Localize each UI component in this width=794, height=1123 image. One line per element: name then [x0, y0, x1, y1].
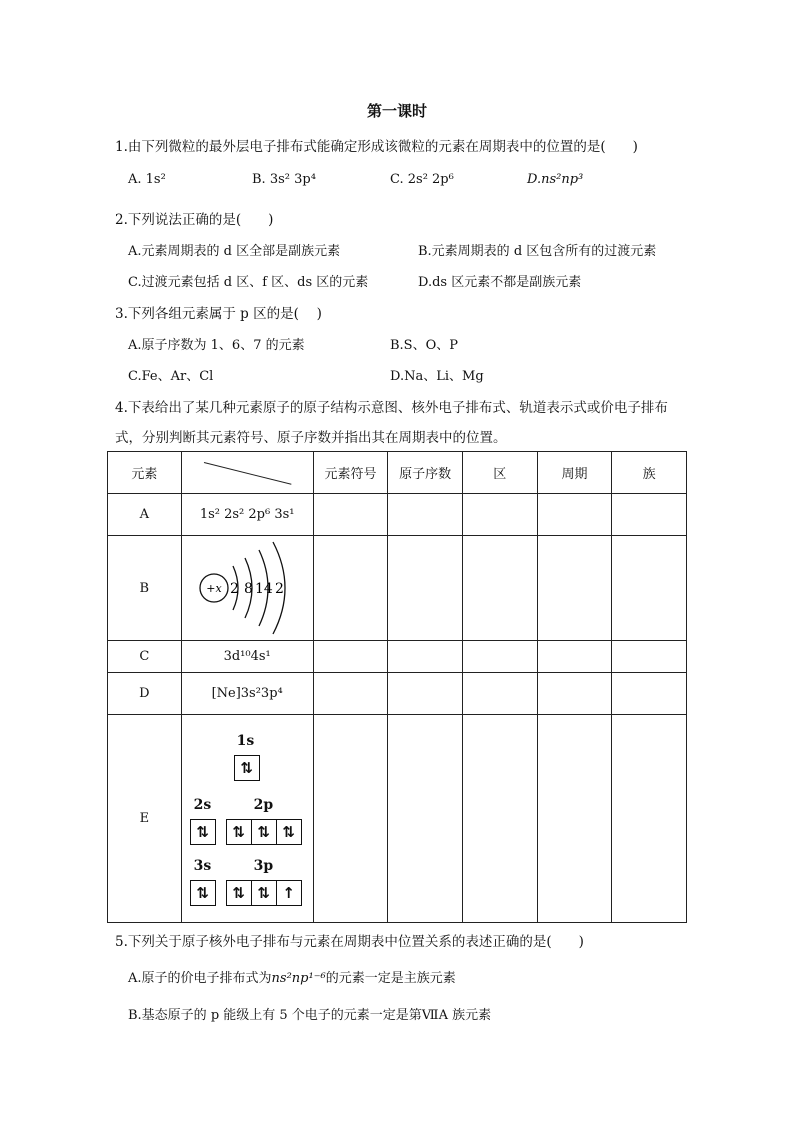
row-a-period-cell[interactable]: [537, 494, 612, 536]
orbital-1s: [234, 755, 260, 781]
question-4-stem-line2: 式，分别判断其元素符号、原子序数并指出其在周期表中的位置。: [115, 430, 507, 446]
q5-option-a: [128, 967, 456, 986]
nucleus-charge: +x: [206, 582, 222, 595]
row-a-config: 1s² 2s² 2p⁶ 3s¹: [181, 494, 313, 536]
orbital-2s-box: ⇅: [196, 823, 209, 841]
row-a-symbol-cell[interactable]: [313, 494, 388, 536]
orbital-1s-box: ⇅: [240, 759, 253, 777]
table-header-row: [108, 452, 687, 494]
q5-option-b: B.基态原子的 p 能级上有 5 个电子的元素一定是第ⅦA 族元素: [128, 1008, 492, 1023]
header-group: 族: [612, 452, 687, 494]
shell-4-electrons: 2: [275, 581, 285, 597]
row-a-block-cell[interactable]: [462, 494, 537, 536]
row-e-group-cell[interactable]: [612, 715, 687, 923]
label-1s: 1s: [236, 733, 255, 749]
row-b-group-cell[interactable]: [612, 536, 687, 641]
orbital-3s: [190, 880, 216, 906]
orbital-2s: [190, 819, 216, 845]
header-atomic-number: 原子序数: [388, 452, 463, 494]
q5-option-a-prefix: A.原子的价电子排布式为: [128, 971, 272, 986]
header-symbol: 元素符号: [313, 452, 388, 494]
orbital-diagram: [182, 715, 313, 922]
header-diagonal-cell: [181, 452, 313, 494]
row-b-symbol-cell[interactable]: [313, 536, 388, 641]
label-2s: 2s: [193, 797, 212, 813]
table-row: [108, 641, 687, 673]
row-d-symbol-cell[interactable]: [313, 673, 388, 715]
element-table: [107, 451, 687, 923]
q1-option-d: D.ns²np³: [527, 172, 584, 187]
orbital-3p-box-2: ⇅: [252, 881, 277, 905]
question-3-stem: 3.下列各组元素属于 p 区的是( ): [115, 306, 322, 322]
row-a-element: A: [108, 494, 182, 536]
row-b-number-cell[interactable]: [388, 536, 463, 641]
q1-option-c: C. 2s² 2p⁶: [390, 172, 454, 187]
shell-2-electrons: 8: [244, 581, 254, 597]
q2-option-c: C.过渡元素包括 d 区、f 区、ds 区的元素: [128, 275, 369, 290]
row-d-number-cell[interactable]: [388, 673, 463, 715]
row-b-element: B: [108, 536, 182, 641]
row-c-symbol-cell[interactable]: [313, 641, 388, 673]
q1-option-b: B. 3s² 3p⁴: [252, 172, 316, 187]
question-2-stem: 2.下列说法正确的是( ): [115, 212, 274, 228]
page-title: 第一课时: [366, 102, 427, 120]
question-4-stem-line1: 4.下表给出了某几种元素原子的原子结构示意图、核外电子排布式、轨道表示式或价电子排布: [115, 400, 668, 416]
row-d-group-cell[interactable]: [612, 673, 687, 715]
atomic-structure-diagram: [187, 536, 307, 636]
orbital-2p-box-2: ⇅: [252, 820, 277, 844]
q3-option-a: A.原子序数为 1、6、7 的元素: [128, 338, 305, 353]
table-row: [108, 494, 687, 536]
row-e-element: E: [108, 715, 182, 923]
label-2p: 2p: [253, 797, 274, 813]
shell-1-electrons: 2: [230, 581, 240, 597]
row-b-block-cell[interactable]: [462, 536, 537, 641]
orbital-3p-box-1: ⇅: [227, 881, 252, 905]
table-row: [108, 536, 687, 641]
row-c-group-cell[interactable]: [612, 641, 687, 673]
orbital-3s-box: ⇅: [196, 884, 209, 902]
label-3p: 3p: [253, 858, 274, 874]
header-block: 区: [462, 452, 537, 494]
row-c-config: 3d¹⁰4s¹: [181, 641, 313, 673]
row-e-number-cell[interactable]: [388, 715, 463, 923]
question-1-stem: 1.由下列微粒的最外层电子排布式能确定形成该微粒的元素在周期表中的位置的是( ): [115, 139, 638, 155]
question-5-stem: 5.下列关于原子核外电子排布与元素在周期表中位置关系的表述正确的是( ): [115, 934, 584, 950]
orbital-3p: [226, 880, 302, 906]
row-d-period-cell[interactable]: [537, 673, 612, 715]
q3-option-b: B.S、O、P: [390, 338, 458, 353]
table-row: [108, 715, 687, 923]
row-d-config: [Ne]3s²3p⁴: [181, 673, 313, 715]
row-c-period-cell[interactable]: [537, 641, 612, 673]
row-e-period-cell[interactable]: [537, 715, 612, 923]
row-e-block-cell[interactable]: [462, 715, 537, 923]
row-b-period-cell[interactable]: [537, 536, 612, 641]
header-period: 周期: [537, 452, 612, 494]
row-a-number-cell[interactable]: [388, 494, 463, 536]
orbital-2p-box-1: ⇅: [227, 820, 252, 844]
q2-option-a: A.元素周期表的 d 区全部是副族元素: [128, 244, 341, 259]
row-e-symbol-cell[interactable]: [313, 715, 388, 923]
row-c-number-cell[interactable]: [388, 641, 463, 673]
table-row: [108, 673, 687, 715]
shell-3-electrons: 14: [255, 581, 273, 597]
q3-option-c: C.Fe、Ar、Cl: [128, 369, 214, 384]
q3-option-d: D.Na、Li、Mg: [390, 369, 484, 384]
q5-option-a-suffix: 的元素一定是主族元素: [325, 971, 456, 986]
q5-option-a-formula: ns²np¹⁻⁶: [271, 971, 326, 986]
label-3s: 3s: [193, 858, 212, 874]
row-e-orbital-diagram: [181, 715, 313, 923]
header-element: 元素: [108, 452, 182, 494]
row-b-atomic-diagram: [181, 536, 313, 641]
orbital-3p-box-3: ↑: [282, 884, 295, 902]
row-d-block-cell[interactable]: [462, 673, 537, 715]
orbital-2p-box-3: ⇅: [282, 823, 295, 841]
q2-option-d: D.ds 区元素不都是副族元素: [418, 275, 582, 290]
q2-option-b: B.元素周期表的 d 区包含所有的过渡元素: [418, 244, 657, 259]
row-d-element: D: [108, 673, 182, 715]
orbital-2p: [226, 819, 302, 845]
row-c-element: C: [108, 641, 182, 673]
diagonal-line: [204, 462, 292, 485]
row-c-block-cell[interactable]: [462, 641, 537, 673]
row-a-group-cell[interactable]: [612, 494, 687, 536]
q1-option-a: A. 1s²: [128, 172, 166, 187]
